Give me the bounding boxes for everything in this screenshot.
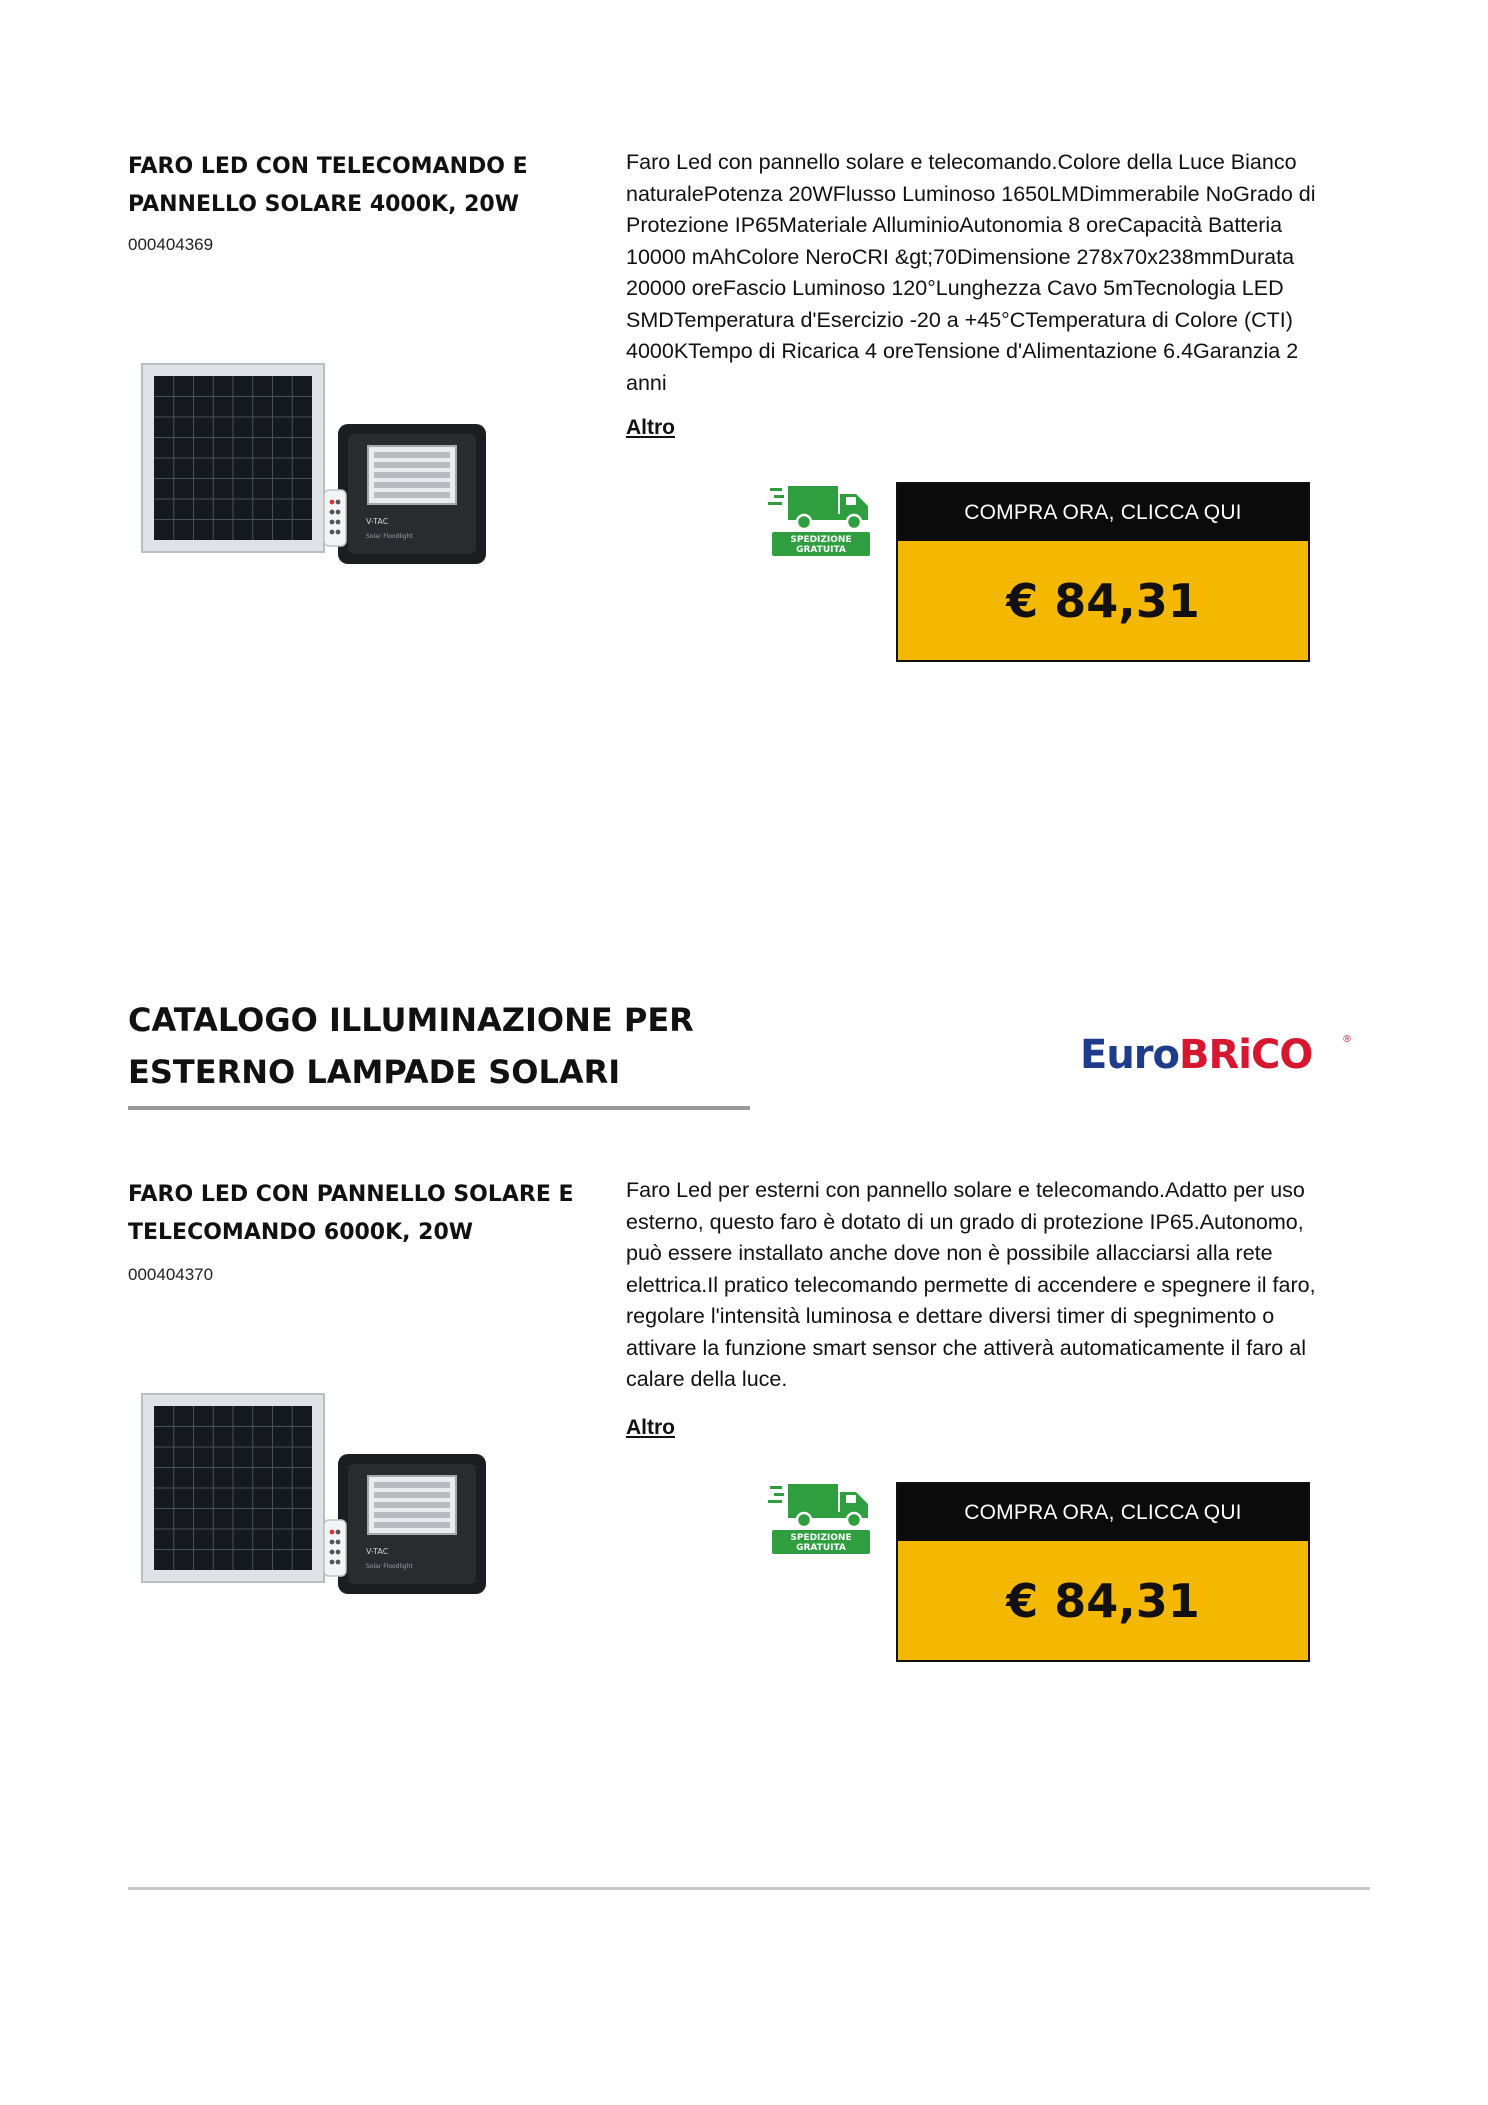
shipping-line-2: GRATUITA xyxy=(796,545,846,555)
product-title: FARO LED CON TELECOMANDO E PANNELLO SOLARE 4000K, 20W xyxy=(128,154,528,217)
product-image-label: Solar Floodlight xyxy=(366,533,413,540)
eurobrico-logo xyxy=(1080,1028,1350,1078)
product-title: FARO LED CON PANNELLO SOLARE E TELECOMANDO 6000K, 20W xyxy=(128,1182,574,1245)
product-price: € 84,31 xyxy=(1006,573,1200,628)
product-description: Faro Led per esterni con pannello solare e telecomando.Adatto per uso esterno, questo faro è dotato di un grado di protezione IP65.Autonomo, può essere installato anche dove non è possibile allacciarsi alla rete elettrica.Il pratico telecomando permette di accendere e spegnere il faro, regolare l'intensità luminosa e dettare diversi timer di spegnimento o attivare la funzione smart sensor che attiverà automaticamente il faro al calare della luce. xyxy=(626,1178,1316,1391)
svg-text:EuroBRiCO xyxy=(1080,1032,1312,1078)
more-link[interactable]: Altro xyxy=(626,416,675,439)
product-image-brand: V-TAC xyxy=(366,517,389,526)
more-link[interactable]: Altro xyxy=(626,1416,675,1439)
shipping-line-1: SPEDIZIONE xyxy=(790,1533,852,1543)
free-shipping-badge xyxy=(768,482,874,558)
product-image-brand: V-TAC xyxy=(366,1547,389,1556)
buy-now-button[interactable] xyxy=(896,1482,1310,1662)
buy-now-label: COMPRA ORA, CLICCA QUI xyxy=(898,484,1308,541)
buy-now-button[interactable] xyxy=(896,482,1310,662)
free-shipping-badge xyxy=(768,1480,874,1556)
footer-divider xyxy=(128,1887,1370,1890)
product-code: 000404369 xyxy=(128,235,214,254)
logo-part-brico: BRiCO xyxy=(1179,1032,1313,1078)
product-image-label: Solar Floodlight xyxy=(366,1563,413,1570)
delivery-truck-icon xyxy=(768,1484,868,1527)
catalog-title-underline xyxy=(128,1106,750,1110)
shipping-line-2: GRATUITA xyxy=(796,1543,846,1553)
delivery-truck-icon xyxy=(768,486,868,529)
logo-registered-mark: ® xyxy=(1342,1034,1352,1045)
product-code: 000404370 xyxy=(128,1265,214,1284)
buy-now-label: COMPRA ORA, CLICCA QUI xyxy=(898,1484,1308,1541)
logo-part-euro: Euro xyxy=(1080,1032,1180,1078)
product-image xyxy=(140,1392,500,1602)
product-description: Faro Led con pannello solare e telecomando.Colore della Luce Bianco naturalePotenza 20WFlusso Luminoso 1650LMDimmerabile NoGrado di Protezione IP65Materiale AlluminioAutonomia 8 oreCapacità Batteria 10000 mAhColore NeroCRI &gt;70Dimensione 278x70x238mmDurata 20000 oreFascio Luminoso 120°Lunghezza Cavo 5mTecnologia LED SMDTemperatura d'Esercizio -20 a +45°CTemperatura di Colore (CTI) 4000KTempo di Ricarica 4 oreTensione d'Alimentazione 6.4Garanzia 2 anni xyxy=(626,150,1316,395)
product-image xyxy=(140,362,500,572)
product-price: € 84,31 xyxy=(1006,1573,1200,1628)
catalog-title: CATALOGO ILLUMINAZIONE PER ESTERNO LAMPADE SOLARI xyxy=(128,1001,694,1091)
shipping-line-1: SPEDIZIONE xyxy=(790,535,852,545)
